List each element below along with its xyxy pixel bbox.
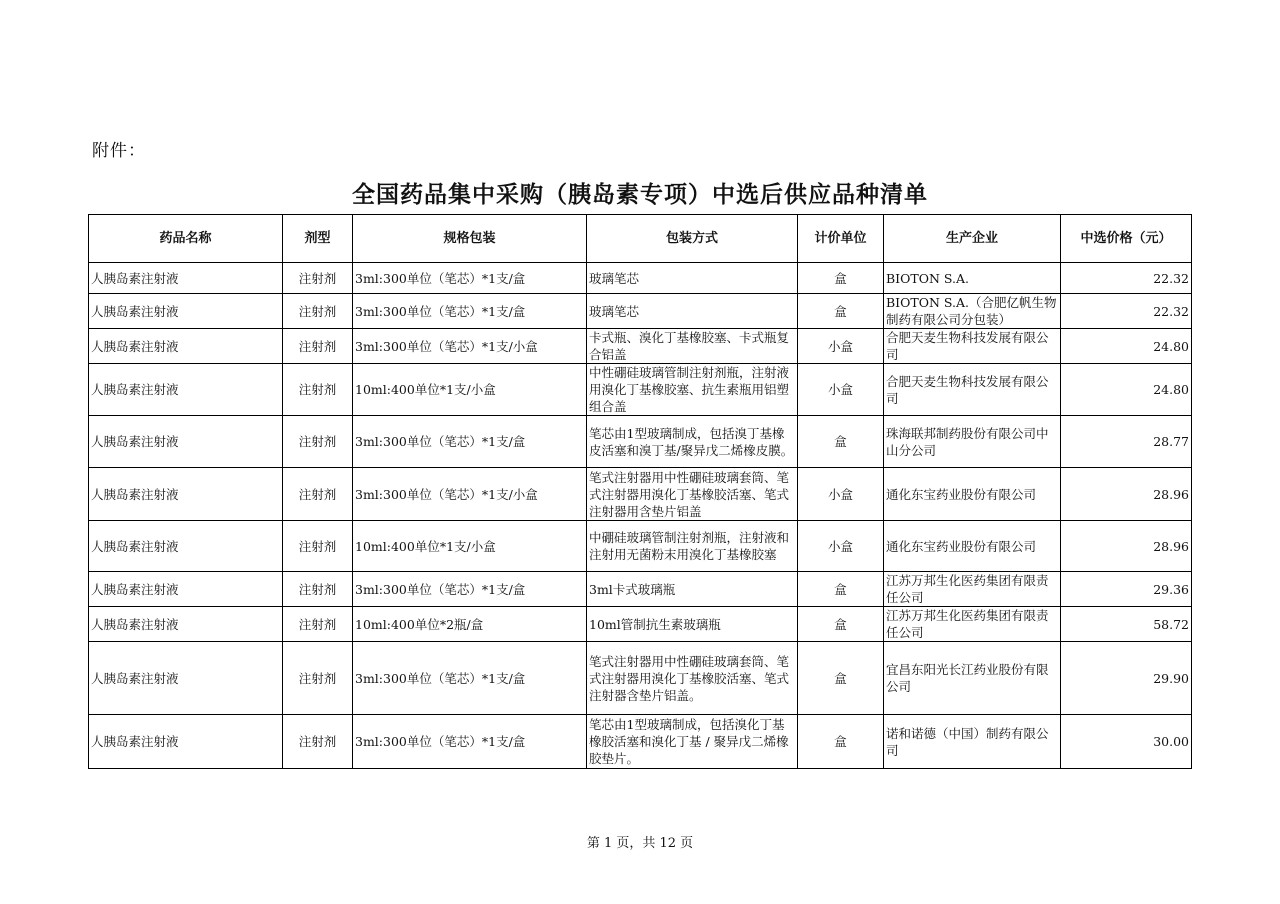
cell-packaging: 卡式瓶、溴化丁基橡胶塞、卡式瓶复合铝盖 xyxy=(587,329,798,364)
cell-drug-name: 人胰岛素注射液 xyxy=(89,364,283,416)
cell-packaging: 笔芯由1型玻璃制成，包括溴丁基橡皮活塞和溴丁基/聚异戊二烯橡皮膜。 xyxy=(587,416,798,468)
cell-manufacturer: BIOTON S.A.（合肥亿帆生物制药有限公司分包装） xyxy=(884,294,1061,329)
cell-price: 29.90 xyxy=(1061,642,1192,715)
cell-price: 22.32 xyxy=(1061,294,1192,329)
cell-specification: 10ml:400单位*1支/小盒 xyxy=(353,521,587,572)
cell-dosage-form: 注射剂 xyxy=(283,642,353,715)
cell-packaging: 中性硼硅玻璃管制注射剂瓶，注射液用溴化丁基橡胶塞、抗生素瓶用铝塑组合盖 xyxy=(587,364,798,416)
cell-packaging: 笔芯由1型玻璃制成，包括溴化丁基橡胶活塞和溴化丁基 / 聚异戊二烯橡胶垫片。 xyxy=(587,715,798,769)
cell-price: 22.32 xyxy=(1061,263,1192,294)
document-title: 全国药品集中采购（胰岛素专项）中选后供应品种清单 xyxy=(352,181,928,208)
cell-manufacturer: BIOTON S.A. xyxy=(884,263,1061,294)
cell-pricing-unit: 盒 xyxy=(798,294,884,329)
cell-price: 24.80 xyxy=(1061,364,1192,416)
cell-drug-name: 人胰岛素注射液 xyxy=(89,607,283,642)
cell-specification: 3ml:300单位（笔芯）*1支/盒 xyxy=(353,263,587,294)
cell-drug-name: 人胰岛素注射液 xyxy=(89,294,283,329)
cell-specification: 3ml:300单位（笔芯）*1支/小盒 xyxy=(353,468,587,521)
cell-price: 28.96 xyxy=(1061,521,1192,572)
cell-dosage-form: 注射剂 xyxy=(283,468,353,521)
cell-pricing-unit: 小盒 xyxy=(798,468,884,521)
cell-manufacturer: 合肥天麦生物科技发展有限公司 xyxy=(884,329,1061,364)
table-row xyxy=(89,521,1192,572)
cell-manufacturer: 江苏万邦生化医药集团有限责任公司 xyxy=(884,607,1061,642)
cell-dosage-form: 注射剂 xyxy=(283,521,353,572)
cell-manufacturer: 宜昌东阳光长江药业股份有限公司 xyxy=(884,642,1061,715)
cell-pricing-unit: 小盒 xyxy=(798,521,884,572)
cell-packaging: 中硼硅玻璃管制注射剂瓶，注射液和注射用无菌粉末用溴化丁基橡胶塞 xyxy=(587,521,798,572)
cell-packaging: 10ml管制抗生素玻璃瓶 xyxy=(587,607,798,642)
table-row xyxy=(89,416,1192,468)
header-drug-name: 药品名称 xyxy=(89,215,283,263)
cell-specification: 3ml:300单位（笔芯）*1支/盒 xyxy=(353,294,587,329)
cell-manufacturer: 通化东宝药业股份有限公司 xyxy=(884,521,1061,572)
header-price: 中选价格（元） xyxy=(1061,215,1192,263)
cell-pricing-unit: 盒 xyxy=(798,263,884,294)
table-row xyxy=(89,329,1192,364)
cell-price: 24.80 xyxy=(1061,329,1192,364)
cell-packaging: 3ml卡式玻璃瓶 xyxy=(587,572,798,607)
cell-dosage-form: 注射剂 xyxy=(283,263,353,294)
table-row xyxy=(89,715,1192,769)
cell-packaging: 玻璃笔芯 xyxy=(587,263,798,294)
cell-price: 29.36 xyxy=(1061,572,1192,607)
cell-dosage-form: 注射剂 xyxy=(283,294,353,329)
table-row xyxy=(89,468,1192,521)
cell-packaging: 笔式注射器用中性硼硅玻璃套筒、笔式注射器用溴化丁基橡胶活塞、笔式注射器含垫片铝盖。 xyxy=(587,642,798,715)
cell-price: 28.77 xyxy=(1061,416,1192,468)
cell-price: 58.72 xyxy=(1061,607,1192,642)
table-row xyxy=(89,607,1192,642)
header-pricing-unit: 计价单位 xyxy=(798,215,884,263)
cell-pricing-unit: 小盒 xyxy=(798,329,884,364)
cell-manufacturer: 江苏万邦生化医药集团有限责任公司 xyxy=(884,572,1061,607)
page-footer: 第 1 页，共 12 页 xyxy=(586,836,694,851)
cell-pricing-unit: 盒 xyxy=(798,572,884,607)
cell-drug-name: 人胰岛素注射液 xyxy=(89,263,283,294)
cell-specification: 3ml:300单位（笔芯）*1支/盒 xyxy=(353,572,587,607)
cell-drug-name: 人胰岛素注射液 xyxy=(89,521,283,572)
table-row xyxy=(89,642,1192,715)
cell-dosage-form: 注射剂 xyxy=(283,715,353,769)
header-dosage-form: 剂型 xyxy=(283,215,353,263)
cell-price: 28.96 xyxy=(1061,468,1192,521)
cell-manufacturer: 合肥天麦生物科技发展有限公司 xyxy=(884,364,1061,416)
cell-specification: 10ml:400单位*1支/小盒 xyxy=(353,364,587,416)
cell-pricing-unit: 盒 xyxy=(798,416,884,468)
cell-dosage-form: 注射剂 xyxy=(283,572,353,607)
cell-specification: 3ml:300单位（笔芯）*1支/盒 xyxy=(353,416,587,468)
cell-packaging: 玻璃笔芯 xyxy=(587,294,798,329)
cell-drug-name: 人胰岛素注射液 xyxy=(89,416,283,468)
cell-drug-name: 人胰岛素注射液 xyxy=(89,642,283,715)
cell-specification: 3ml:300单位（笔芯）*1支/小盒 xyxy=(353,329,587,364)
header-packaging: 包装方式 xyxy=(587,215,798,263)
cell-drug-name: 人胰岛素注射液 xyxy=(89,329,283,364)
cell-manufacturer: 通化东宝药业股份有限公司 xyxy=(884,468,1061,521)
attachment-label: 附件： xyxy=(92,141,146,161)
table-row xyxy=(89,572,1192,607)
cell-pricing-unit: 盒 xyxy=(798,607,884,642)
cell-drug-name: 人胰岛素注射液 xyxy=(89,715,283,769)
cell-specification: 10ml:400单位*2瓶/盒 xyxy=(353,607,587,642)
cell-manufacturer: 诺和诺德（中国）制药有限公司 xyxy=(884,715,1061,769)
cell-specification: 3ml:300单位（笔芯）*1支/盒 xyxy=(353,715,587,769)
cell-pricing-unit: 盒 xyxy=(798,642,884,715)
cell-dosage-form: 注射剂 xyxy=(283,607,353,642)
cell-price: 30.00 xyxy=(1061,715,1192,769)
cell-packaging: 笔式注射器用中性硼硅玻璃套筒、笔式注射器用溴化丁基橡胶活塞、笔式注射器用含垫片铝盖 xyxy=(587,468,798,521)
header-specification: 规格包装 xyxy=(353,215,587,263)
cell-drug-name: 人胰岛素注射液 xyxy=(89,572,283,607)
table-row xyxy=(89,294,1192,329)
table-header-row xyxy=(89,215,1192,263)
table-row xyxy=(89,364,1192,416)
cell-dosage-form: 注射剂 xyxy=(283,364,353,416)
cell-specification: 3ml:300单位（笔芯）*1支/盒 xyxy=(353,642,587,715)
table-row xyxy=(89,263,1192,294)
header-manufacturer: 生产企业 xyxy=(884,215,1061,263)
cell-drug-name: 人胰岛素注射液 xyxy=(89,468,283,521)
cell-dosage-form: 注射剂 xyxy=(283,416,353,468)
supply-list-table xyxy=(88,214,1192,769)
cell-pricing-unit: 小盒 xyxy=(798,364,884,416)
cell-manufacturer: 珠海联邦制药股份有限公司中山分公司 xyxy=(884,416,1061,468)
cell-dosage-form: 注射剂 xyxy=(283,329,353,364)
cell-pricing-unit: 盒 xyxy=(798,715,884,769)
